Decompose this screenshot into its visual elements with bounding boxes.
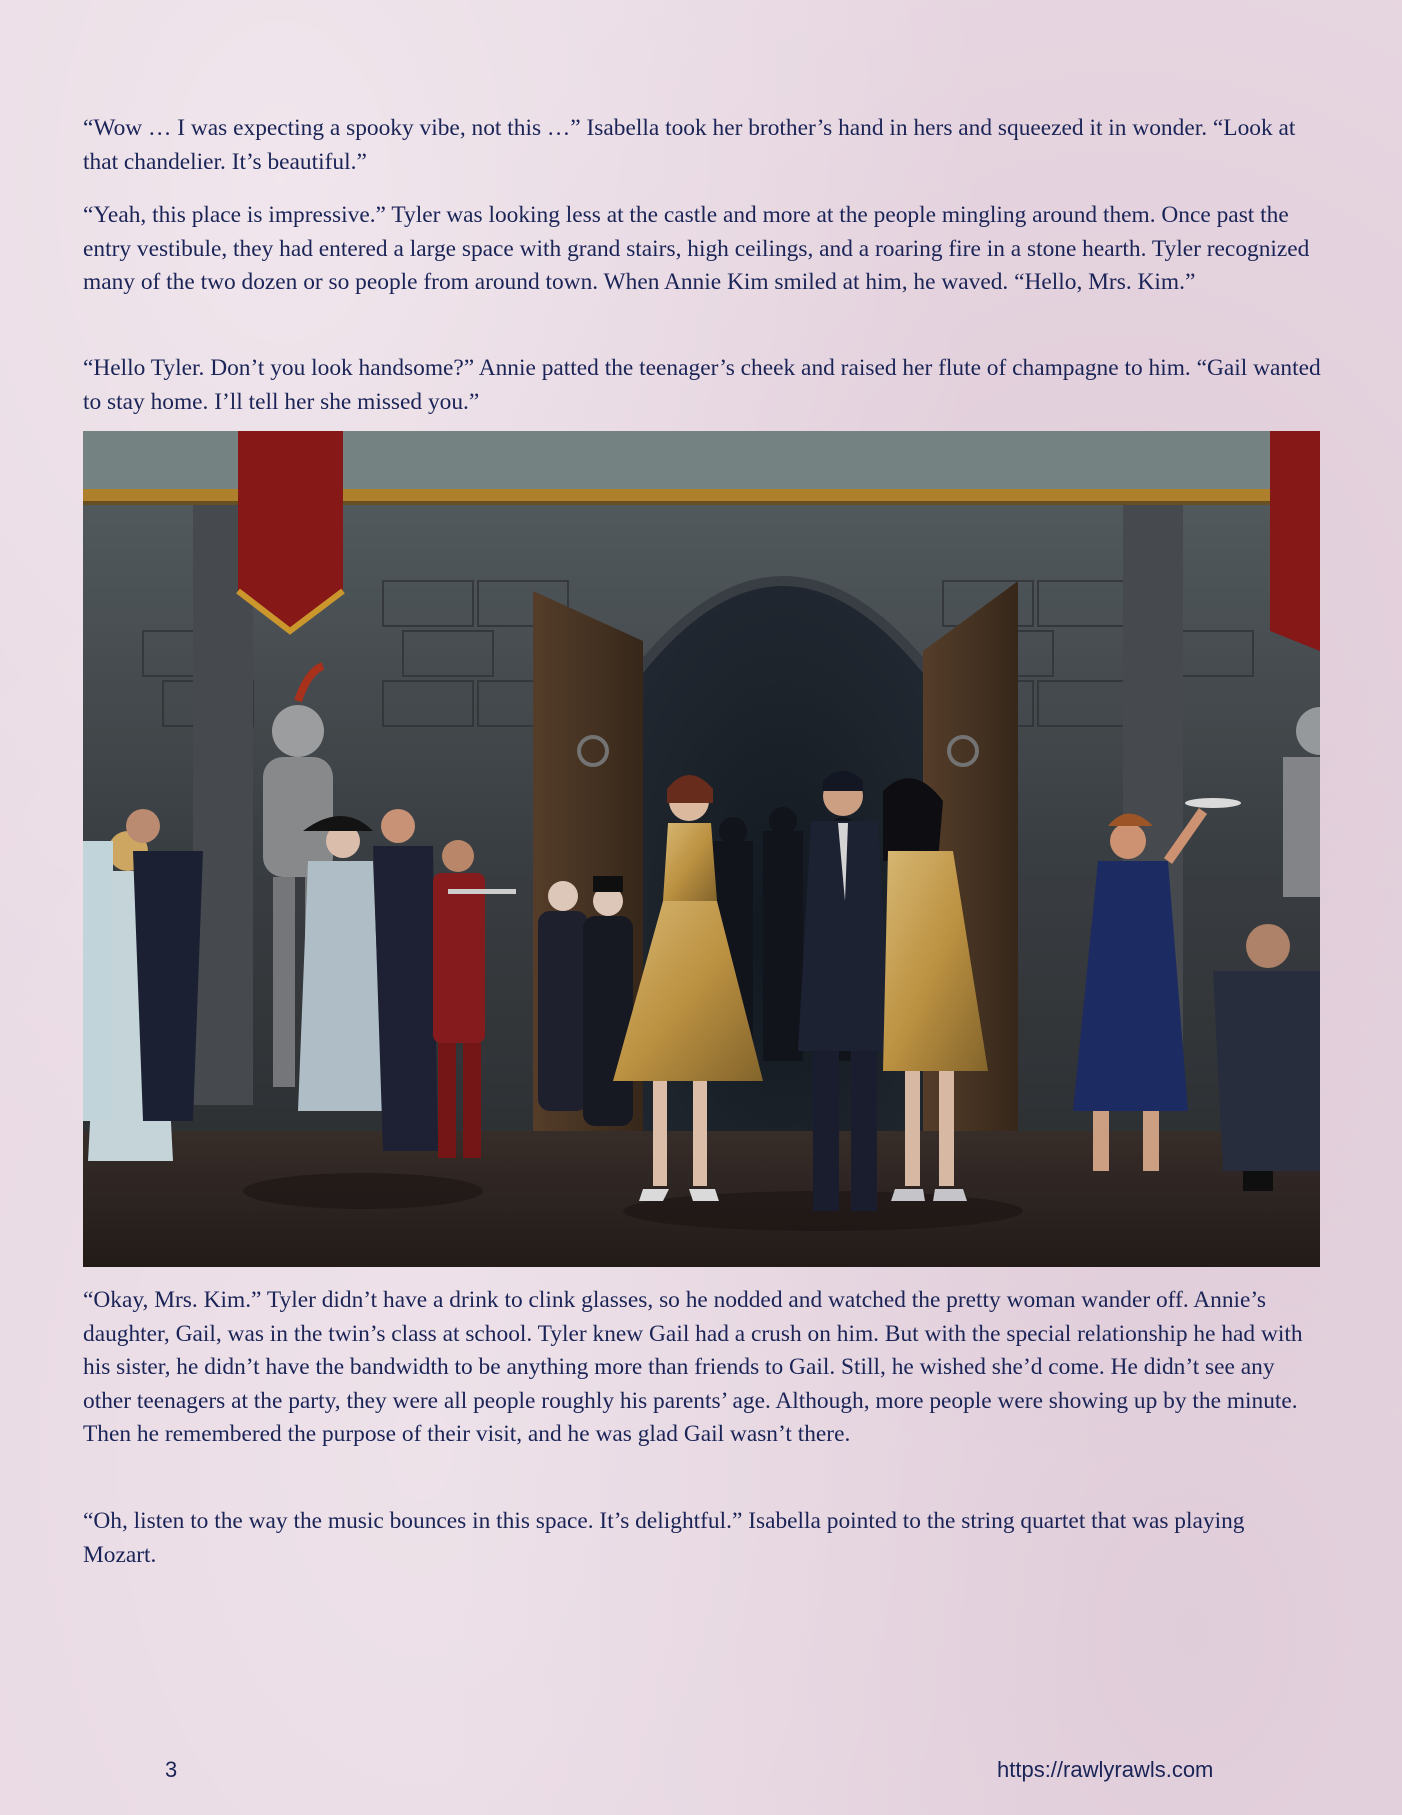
footer-url-link[interactable]: https://rawlyrawls.com <box>997 1757 1214 1782</box>
paragraph-2: “Yeah, this place is impressive.” Tyler was looking less at the castle and more at the people mingling around them. Once past the entry vestibule, they had entered a large space with grand stairs, high ceilings, and a roaring fire in a stone hearth. Tyler recognized many of the two dozen or so people from around town. When Annie Kim smiled at him, he waved. “Hello, Mrs. Kim.” <box>83 202 1310 296</box>
paragraph-1: “Wow … I was expecting a spooky vibe, not this …” Isabella took her brother’s hand in hers and squeezed it in wonder. “Look at that chandelier. It’s beautiful.” <box>83 115 1296 175</box>
party-illustration <box>83 431 1320 1267</box>
paragraph-5: “Oh, listen to the way the music bounces in this space. It’s delightful.” Isabella pointed to the string quartet that was playing Mozart. <box>83 1508 1245 1568</box>
paragraph-4: “Okay, Mrs. Kim.” Tyler didn’t have a drink to clink glasses, so he nodded and watched the pretty woman wander off. Annie’s daughter, Gail, was in the twin’s class at school. Tyler knew Gail had a crush on him. But with the special relationship he had with his sister, he didn’t have the bandwidth to be anything more than friends to Gail. Still, he wished she’d come. He didn’t see any other teenagers at the party, they were all people roughly his parents’ age. Although, more people were showing up by the minute. Then he remembered the purpose of their visit, and he was glad Gail wasn’t there. <box>83 1287 1303 1448</box>
page-number: 3 <box>165 1757 178 1782</box>
castle-party-painting <box>83 431 1320 1267</box>
paragraph-3: “Hello Tyler. Don’t you look handsome?” Annie patted the teenager’s cheek and raised her flute of champagne to him. “Gail wanted to stay home. I’ll tell her she missed you.” <box>83 355 1321 415</box>
